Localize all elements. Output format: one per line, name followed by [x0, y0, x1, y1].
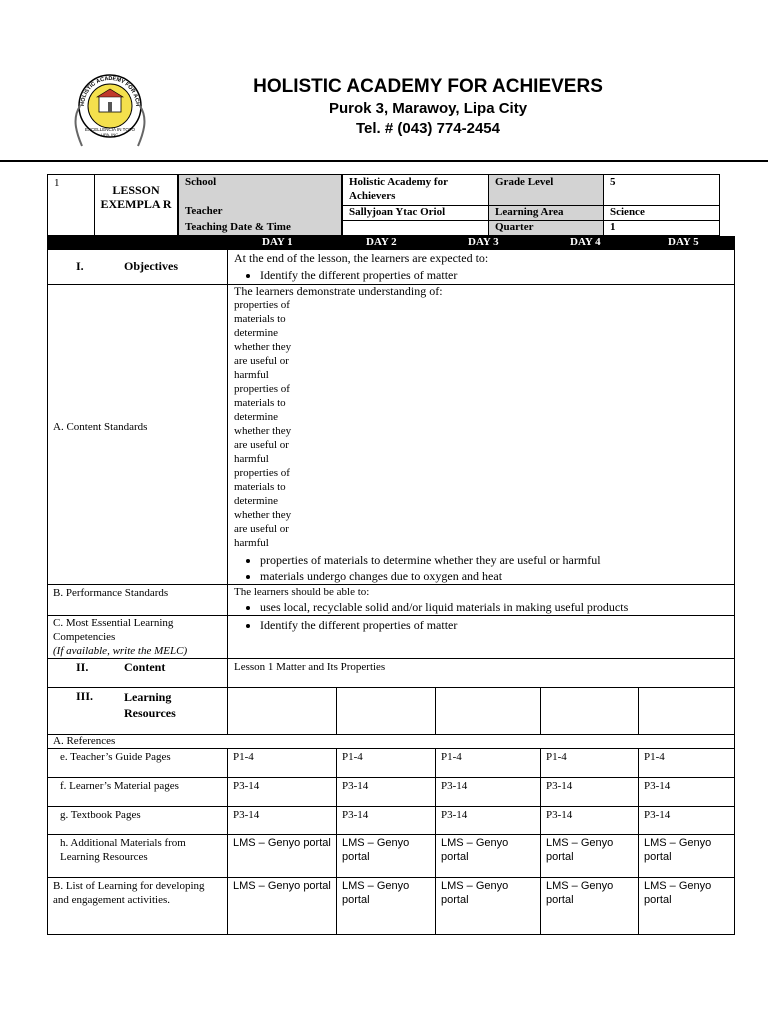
- content-value: Lesson 1 Matter and Its Properties: [234, 661, 386, 673]
- content-standards-bullet-1: • properties of materials to determine whether they are useful or harmful: [260, 552, 601, 568]
- learning-list-label: B. List of Learning for developing and engagement activities.: [53, 880, 205, 906]
- quarter-value: 1: [610, 221, 616, 233]
- objectives-label: Objectives: [124, 259, 178, 273]
- textbook-label: g. Textbook Pages: [60, 809, 141, 821]
- content-number: II.: [76, 660, 89, 674]
- additional-materials-day-1: LMS – Genyo portal: [233, 837, 331, 849]
- learners-material-day-4: P3-14: [546, 780, 573, 792]
- learners-material-day-2: P3-14: [342, 780, 369, 792]
- textbook-day-3: P3-14: [441, 809, 468, 821]
- learners-material-label: f. Learner’s Material pages: [60, 780, 179, 792]
- references-label: A. References: [53, 735, 116, 747]
- objectives-number: I.: [76, 259, 84, 273]
- melc-bullet: • Identify the different properties of matter: [260, 617, 457, 633]
- melc-label: C. Most Essential Learning Competencies: [53, 617, 174, 643]
- performance-standards-bullet: • uses local, recyclable solid and/or liquid materials in making useful products: [260, 599, 628, 615]
- logo-text: HOLISTIC ACADEMY FOR ACH: [79, 75, 141, 107]
- teachers-guide-day-5: P1-4: [644, 751, 665, 763]
- day-2-header: DAY 2: [366, 236, 397, 248]
- teachers-guide-label: e. Teacher’s Guide Pages: [60, 751, 171, 763]
- melc-list: [234, 617, 457, 633]
- learning-list-day-4: LMS – Genyo portal: [546, 880, 614, 906]
- textbook-day-2: P3-14: [342, 809, 369, 821]
- learning-area-label: Learning Area: [495, 206, 564, 218]
- performance-standards-intro: The learners should be able to:: [234, 586, 370, 598]
- additional-materials-day-4: LMS – Genyo portal: [546, 837, 614, 863]
- teachers-guide-day-3: P1-4: [441, 751, 462, 763]
- content-label: Content: [124, 660, 166, 674]
- school-title: HOLISTIC ACADEMY FOR ACHIEVERS: [253, 76, 603, 97]
- day-5-header: DAY 5: [668, 236, 699, 248]
- learning-list-day-5: LMS – Genyo portal: [644, 880, 712, 906]
- day-4-header: DAY 4: [570, 236, 601, 248]
- content-standards-label: A. Content Standards: [53, 421, 148, 433]
- teachers-guide-day-1: P1-4: [233, 751, 254, 763]
- performance-standards-label: B. Performance Standards: [53, 587, 169, 599]
- content-standards-intro: The learners demonstrate understanding of:: [234, 284, 443, 298]
- content-standards-list: [234, 552, 601, 584]
- header-divider: [0, 160, 768, 162]
- learners-material-day-3: P3-14: [441, 780, 468, 792]
- school-value: Holistic Academy for Achievers: [349, 176, 448, 202]
- content-standards-narrow-text: properties of materials to determine whether they are useful or harmful properties of materials to determine whether they are useful or harmful properties of materials to determine whether they are useful or harmful: [234, 299, 292, 549]
- school-tel: Tel. # (043) 774-2454: [356, 120, 500, 137]
- additional-materials-day-3: LMS – Genyo portal: [441, 837, 509, 863]
- quarter-label: Quarter: [495, 221, 534, 233]
- school-label: School: [185, 176, 217, 188]
- teachers-guide-day-4: P1-4: [546, 751, 567, 763]
- logo-motto: EXCELLENCIA IN TOTO: [84, 127, 136, 132]
- learning-area-value: Science: [610, 206, 645, 218]
- learning-list-day-1: LMS – Genyo portal: [233, 880, 331, 892]
- additional-materials-day-5: LMS – Genyo portal: [644, 837, 712, 863]
- textbook-day-1: P3-14: [233, 809, 260, 821]
- melc-note: (If available, write the MELC): [53, 645, 188, 657]
- teaching-date-label: Teaching Date & Time: [185, 221, 291, 233]
- teachers-guide-day-2: P1-4: [342, 751, 363, 763]
- learners-material-day-5: P3-14: [644, 780, 671, 792]
- school-address: Purok 3, Marawoy, Lipa City: [328, 100, 528, 117]
- learning-list-day-3: LMS – Genyo portal: [441, 880, 509, 906]
- textbook-day-5: P3-14: [644, 809, 671, 821]
- exemplar-number: 1: [54, 177, 60, 189]
- resources-number: III.: [76, 689, 94, 703]
- learning-list-day-2: LMS – Genyo portal: [342, 880, 410, 906]
- day-3-header: DAY 3: [468, 236, 499, 248]
- day-1-header: DAY 1: [262, 236, 293, 248]
- learners-material-day-1: P3-14: [233, 780, 260, 792]
- additional-materials-label: h. Additional Materials from Learning Resources: [60, 837, 186, 863]
- performance-standards-list: [234, 599, 628, 615]
- objectives-bullet: • Identify the different properties of matter: [260, 267, 457, 283]
- school-logo: [62, 70, 158, 152]
- textbook-day-4: P3-14: [546, 809, 573, 821]
- teacher-value: Sallyjoan Ytac Oriol: [349, 206, 446, 218]
- additional-materials-day-2: LMS – Genyo portal: [342, 837, 410, 863]
- objectives-list: [234, 267, 457, 283]
- grade-level-label: Grade Level: [495, 176, 554, 188]
- grade-level-value: 5: [610, 176, 616, 188]
- content-standards-bullet-2: • materials undergo changes due to oxygen and heat: [260, 568, 601, 584]
- teacher-label: Teacher: [185, 205, 223, 217]
- lesson-exemplar-label: LESSON EXEMPLA R: [100, 183, 172, 211]
- resources-label: Learning Resources: [124, 690, 176, 720]
- logo-place: LIPA, INC.: [100, 132, 120, 137]
- objectives-intro: At the end of the lesson, the learners are expected to:: [234, 251, 489, 265]
